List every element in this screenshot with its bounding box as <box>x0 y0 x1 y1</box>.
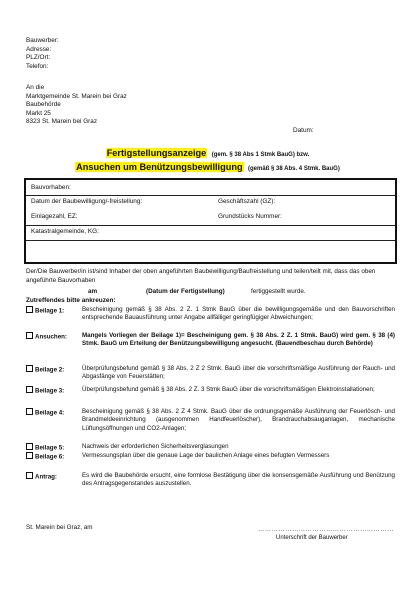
field-einlagezahl[interactable]: Einlagezahl, EZ: <box>31 213 78 220</box>
checkbox-beilage-3[interactable] <box>26 386 64 396</box>
recipient-line: 8323 St. Marein bei Graz <box>26 118 98 126</box>
checkbox-beilage-1[interactable] <box>26 306 64 316</box>
sender-adresse: Adresse: <box>26 45 52 53</box>
checkbox-ansuchen[interactable] <box>26 332 67 342</box>
place-date-label: St. Marein bei Graz, am <box>26 524 93 531</box>
title-line-1-sub: (gem. § 38 Abs 1 Stmk BauG) bzw. <box>211 152 310 158</box>
intro-text: Der/Die Bauwerber/in ist/sind Inhaber der oben angeführten Baubewilligung/Baufreistellung und teilen/teilt mit, dass das oben angeführte Bauvorhaben <box>26 268 376 284</box>
sender-block <box>26 37 59 71</box>
field-katastralgemeinde[interactable]: Katastralgemeinde, KG: <box>31 228 99 235</box>
form-row-divider <box>26 225 395 226</box>
field-geschaeftszahl[interactable]: Geschäftszahl (GZ): <box>218 198 276 205</box>
recipient-line: Baubehörde <box>26 101 61 109</box>
item-text: Überprüfungsbefund gemäß § 38 Abs. 2 Z 2 Stmk. BauG über die vorschriftsmäßige Ausführung der Rauch- und Abgasfänge von Feuerstätten; <box>82 365 395 381</box>
item-label: Beilage 5: <box>35 444 65 452</box>
field-bauvorhaben[interactable]: Bauvorhaben: <box>31 184 71 191</box>
sender-telefon: Telefon: <box>26 62 49 70</box>
item-text: Bescheinigung gemäß § 38 Abs. 2 Z. 1 Stmk BauG über die bewilligungsgemäße und den Bauvorschriften entsprechende Bauausführung unter Angabe allfälliger geringfügiger Abweichungen; <box>82 306 395 322</box>
sender-plz-ort: PLZ/Ort: <box>26 54 51 62</box>
checkbox-antrag[interactable] <box>26 472 57 482</box>
recipient-line: Markt 25 <box>26 109 51 117</box>
item-text: Nachweis der erforderlichen Sicherheitsverglasungen <box>82 443 229 450</box>
checkbox-icon[interactable] <box>26 452 33 459</box>
item-label: Beilage 4: <box>35 409 65 417</box>
field-grundstuecksnummer[interactable]: Grundstücks Nummer: <box>218 213 282 220</box>
recipient-line: Marktgemeinde St. Marein bei Graz <box>26 92 127 100</box>
checkbox-beilage-2[interactable] <box>26 365 64 375</box>
sender-bauwerber: Bauwerber: <box>26 37 59 44</box>
checkbox-icon[interactable] <box>26 408 33 415</box>
title-line-2-sub: (gemäß § 38 Abs. 4 Stmk. BauG) <box>248 166 340 172</box>
title-line-2 <box>0 157 415 175</box>
title-benuetzungsbewilligung: Ansuchen um Benützungsbewilligung <box>76 162 243 172</box>
recipient-line: An die <box>26 84 45 91</box>
item-text: Überprüfungsbefund gemäß § 38 Abs. 2 Z. 3 Stmk BauG über die vorschriftsmäßigen Elektroinstallationen; <box>82 386 375 393</box>
checkbox-icon[interactable] <box>26 472 33 479</box>
completion-date-label[interactable]: (Datum der Fertigstellung) <box>146 288 225 295</box>
item-label: Beilage 1: <box>35 307 65 315</box>
checkbox-icon[interactable] <box>26 386 33 393</box>
item-text: Mangels Vorliegen der Beilage 1)= Bescheinigung gem. § 38 Abs. 2 Z. 1 Stmk. BauG) wird gem. § 38 (4) Stmk. BauG um Erteilung der Benützungsbewilligung angesucht. (Bauendbeschau durch Behörde) <box>82 332 395 348</box>
item-text: Bescheinigung gemäß § 38 Abs. 2 Z 4 Stmk. BauG über die ordnungsgemäße Ausführung der Feuerlösch- und Brandmeldeeinrichtung (ausgenommen Handfeuerlöscher), Brandrauchabsauganlagen, mechanische Lüftungsöffnungen und CO2-Anlagen; <box>82 408 395 432</box>
form-row-divider <box>26 240 395 241</box>
checkbox-beilage-4[interactable] <box>26 408 64 418</box>
item-label: Antrag: <box>35 473 57 481</box>
title-fertigstellungsanzeige: Fertigstellungsanzeige <box>106 148 207 158</box>
item-text: Vermessungsplan über die genaue Lage der baulichen Anlage eines befugten Vermessers <box>82 452 330 459</box>
checkbox-beilage-6[interactable] <box>26 452 64 462</box>
am-label: am <box>88 288 98 295</box>
project-form-box <box>24 178 397 264</box>
item-text: Es wird die Baubehörde ersucht, eine formlose Bestätigung über die konsensgemäße Ausführung und Benützung des Antragsgegenstandes auszustellen. <box>82 472 395 488</box>
datum-label: Datum: <box>293 127 314 134</box>
item-label: Beilage 3: <box>35 387 65 395</box>
checklist-heading: Zutreffendes bitte ankreuzen: <box>26 297 116 304</box>
checkbox-icon[interactable] <box>26 306 33 313</box>
signature-label: Unterschrift der Bauwerber <box>276 535 348 541</box>
item-label: Beilage 2: <box>35 366 65 374</box>
checkbox-icon[interactable] <box>26 443 33 450</box>
checkbox-icon[interactable] <box>26 365 33 372</box>
form-row-divider <box>26 195 395 196</box>
checkbox-icon[interactable] <box>26 332 33 339</box>
item-label: Beilage 6: <box>35 453 65 461</box>
signature-line[interactable]: …………………………………………………… <box>258 526 394 533</box>
recipient-block <box>26 84 127 127</box>
field-datum-baubewilligung[interactable]: Datum der Baubewilligung/-freistellung: <box>31 198 143 205</box>
completed-text: fertiggestellt wurde. <box>251 288 306 295</box>
item-label: Ansuchen: <box>35 333 67 341</box>
